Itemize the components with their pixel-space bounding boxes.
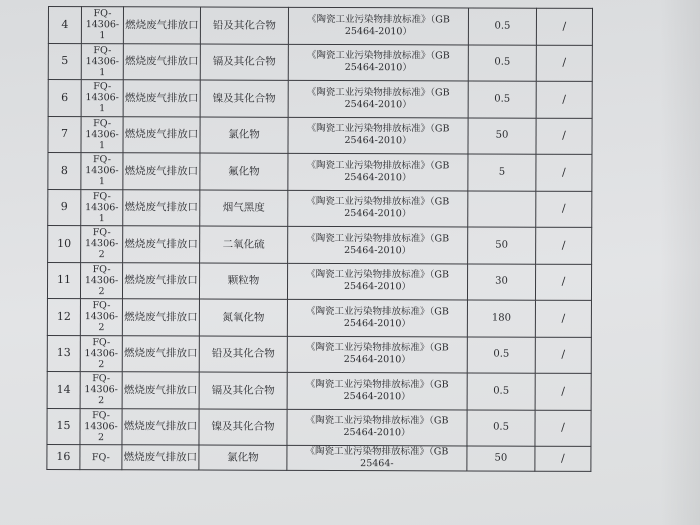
row-number-cell: 5 (48, 43, 81, 80)
standard-cell: 《陶瓷工业污染物排放标准》（GB 25464- (287, 445, 467, 471)
extra-cell: / (535, 300, 591, 337)
table-row (47, 262, 591, 300)
outlet-name-cell: 燃烧废气排放口 (123, 43, 200, 80)
outlet-id-cell (80, 262, 122, 299)
extra-cell: / (536, 45, 592, 82)
limit-value-cell: 0.5 (468, 81, 536, 118)
outlet-id-line: FQ- (92, 154, 111, 166)
outlet-name-cell: 燃烧废气排放口 (123, 226, 200, 263)
outlet-id-line: 1 (99, 103, 106, 115)
limit-value-cell: 5 (468, 154, 536, 191)
outlet-name-cell: 燃烧废气排放口 (123, 116, 200, 153)
row-number-cell: 6 (48, 80, 81, 117)
row-number-cell: 15 (47, 408, 80, 445)
pollutant-cell: 铅及其化合物 (200, 7, 288, 44)
row-number-cell: 14 (47, 371, 80, 408)
row-number-cell: 9 (48, 189, 81, 226)
extra-cell: / (535, 373, 591, 410)
row-number-cell: 4 (48, 7, 81, 44)
outlet-id-line: 1 (98, 139, 106, 151)
row-number-cell: 13 (47, 335, 80, 372)
outlet-id-line: 1 (99, 66, 106, 78)
table-row (47, 298, 591, 336)
limit-value-cell: 0.5 (467, 409, 535, 446)
pollutant-cell: 铅及其化合物 (199, 336, 287, 373)
outlet-name-cell: 燃烧废气排放口 (122, 408, 199, 445)
outlet-name-cell: 燃烧废气排放口 (122, 299, 199, 336)
pollutant-cell: 镉及其化合物 (199, 372, 287, 409)
standard-cell: 《陶瓷工业污染物排放标准》（GB 25464-2010） (287, 409, 467, 446)
table-row (48, 7, 592, 45)
outlet-id-line: 1 (98, 176, 105, 188)
outlet-id-line: FQ- (93, 44, 112, 56)
pollutant-cell: 氯化物 (200, 117, 288, 154)
standard-cell: 《陶瓷工业污染物排放标准》（GB 25464-2010） (288, 190, 468, 227)
outlet-id-line: FQ- (92, 300, 111, 312)
emission-standards-table-wrapper (46, 6, 588, 472)
outlet-id-line: FQ- (91, 451, 110, 463)
extra-cell: / (536, 8, 592, 45)
outlet-id-line: 14306- (85, 55, 120, 67)
table-row (47, 371, 591, 409)
outlet-id-line: 2 (98, 358, 105, 370)
outlet-id-line: 1 (98, 212, 105, 224)
outlet-id-line: 2 (98, 395, 105, 407)
outlet-id-line: FQ- (93, 81, 112, 93)
standard-cell: 《陶瓷工业污染物排放标准》（GB 25464-2010） (287, 299, 467, 336)
limit-value-cell: 50 (468, 117, 536, 154)
limit-value-cell: 180 (467, 300, 535, 337)
row-number-cell: 16 (47, 444, 80, 469)
outlet-id-cell (80, 408, 122, 445)
outlet-id-line: 14306- (84, 420, 118, 432)
outlet-id-cell (81, 189, 123, 226)
outlet-name-cell: 燃烧废气排放口 (123, 153, 200, 190)
pollutant-cell: 氯化物 (199, 445, 287, 470)
outlet-id-line: 14306- (84, 311, 119, 323)
table-body (47, 7, 593, 472)
outlet-id-line: 14306- (84, 347, 119, 359)
outlet-id-line: FQ- (93, 8, 112, 20)
outlet-id-line: 14306- (84, 238, 119, 250)
outlet-name-cell: 燃烧废气排放口 (123, 80, 200, 117)
outlet-id-line: FQ- (92, 263, 111, 275)
pollutant-cell: 氮氧化物 (199, 299, 287, 336)
standard-cell: 《陶瓷工业污染物排放标准》（GB 25464-2010） (287, 263, 467, 300)
outlet-id-line: 2 (98, 322, 105, 334)
outlet-id-cell (81, 43, 123, 80)
outlet-name-cell: 燃烧废气排放口 (122, 372, 199, 409)
outlet-id-line: 14306- (85, 19, 120, 31)
outlet-id-line: FQ- (92, 409, 111, 421)
outlet-name-cell: 燃烧废气排放口 (122, 335, 199, 372)
extra-cell: / (536, 81, 592, 118)
row-number-cell: 11 (47, 262, 80, 299)
table-row (47, 335, 591, 373)
limit-value-cell: 0.5 (467, 336, 535, 373)
outlet-id-line: 14306- (84, 384, 118, 396)
standard-cell: 《陶瓷工业污染物排放标准》（GB 25464-2010） (288, 117, 468, 154)
outlet-id-cell (81, 116, 123, 153)
table-row (48, 226, 592, 264)
pollutant-cell: 镉及其化合物 (200, 44, 288, 81)
limit-value-cell (468, 190, 536, 227)
outlet-id-line: 14306- (84, 274, 119, 286)
outlet-id-line: 14306- (85, 201, 119, 213)
pollutant-cell: 镍及其化合物 (199, 409, 287, 446)
table-row (48, 153, 592, 191)
outlet-name-cell: 燃烧废气排放口 (122, 445, 199, 470)
extra-cell: / (536, 227, 592, 264)
limit-value-cell: 0.5 (467, 373, 535, 410)
outlet-id-line: 14306- (85, 128, 119, 140)
outlet-id-cell (80, 335, 122, 372)
outlet-name-cell: 燃烧废气排放口 (123, 189, 200, 226)
outlet-id-line: 2 (98, 285, 105, 297)
standard-cell: 《陶瓷工业污染物排放标准》（GB 25464-2010） (287, 372, 467, 409)
limit-value-cell: 30 (467, 263, 535, 300)
row-number-cell: 8 (48, 153, 81, 190)
row-number-cell: 7 (48, 116, 81, 153)
standard-cell: 《陶瓷工业污染物排放标准》（GB 25464-2010） (288, 7, 468, 44)
standard-cell: 《陶瓷工业污染物排放标准》（GB 25464-2010） (288, 153, 468, 190)
extra-cell: / (536, 118, 592, 155)
pollutant-cell: 二氧化硫 (200, 226, 288, 263)
table-row (48, 189, 592, 227)
outlet-name-cell: 燃烧废气排放口 (123, 7, 200, 44)
outlet-id-cell (81, 7, 123, 44)
table-row (47, 444, 591, 471)
outlet-id-cell (81, 153, 123, 190)
standard-cell: 《陶瓷工业污染物排放标准》（GB 25464-2010） (287, 336, 467, 373)
outlet-id-cell (80, 372, 122, 409)
table-row (48, 43, 592, 81)
pollutant-cell: 镍及其化合物 (200, 80, 288, 117)
outlet-id-line: FQ- (92, 373, 111, 385)
outlet-id-cell (81, 80, 123, 117)
extra-cell: / (535, 337, 591, 374)
extra-cell: / (536, 191, 592, 228)
standard-cell: 《陶瓷工业污染物排放标准》（GB 25464-2010） (288, 226, 468, 263)
outlet-id-cell (80, 445, 122, 470)
standard-cell: 《陶瓷工业污染物排放标准》（GB 25464-2010） (288, 44, 468, 81)
limit-value-cell: 50 (467, 446, 535, 471)
outlet-id-line: 2 (98, 249, 105, 261)
pollutant-cell: 颗粒物 (199, 263, 287, 300)
table-row (48, 80, 592, 118)
outlet-name-cell: 燃烧废气排放口 (122, 262, 199, 299)
emission-standards-table (46, 6, 593, 472)
outlet-id-line: FQ- (92, 336, 111, 348)
outlet-id-line: 2 (97, 431, 105, 443)
extra-cell: / (536, 154, 592, 191)
limit-value-cell: 0.5 (468, 8, 536, 45)
outlet-id-line: FQ- (93, 117, 112, 129)
outlet-id-cell (80, 299, 122, 336)
page-shadow (660, 0, 700, 525)
outlet-id-line: 14306- (85, 92, 119, 104)
outlet-id-line: FQ- (92, 227, 111, 239)
outlet-id-line: FQ- (92, 190, 111, 202)
pollutant-cell: 烟气黑度 (200, 190, 288, 227)
outlet-id-line: 14306- (85, 165, 119, 177)
limit-value-cell: 0.5 (468, 44, 536, 81)
outlet-id-line: 1 (99, 30, 106, 42)
table-row (48, 116, 592, 154)
extra-cell: / (535, 410, 591, 447)
standard-cell: 《陶瓷工业污染物排放标准》（GB 25464-2010） (288, 80, 468, 117)
extra-cell: / (535, 446, 591, 471)
outlet-id-cell (81, 226, 123, 263)
table-row (47, 408, 591, 446)
pollutant-cell: 氟化物 (200, 153, 288, 190)
row-number-cell: 12 (47, 298, 80, 335)
row-number-cell: 10 (48, 226, 81, 263)
limit-value-cell: 50 (468, 227, 536, 264)
extra-cell: / (535, 264, 591, 301)
